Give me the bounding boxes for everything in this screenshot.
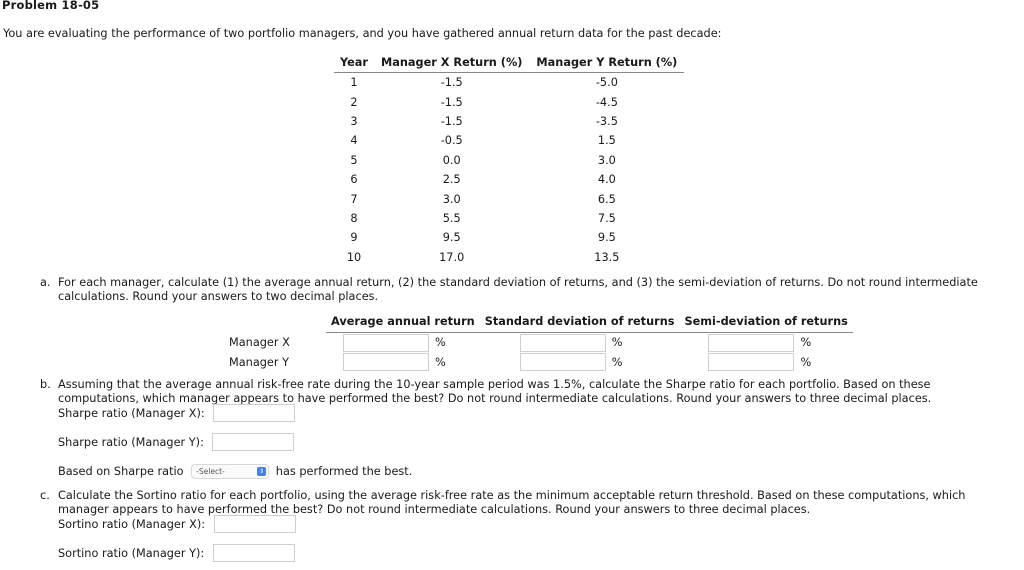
answers-table-a xyxy=(229,314,853,372)
manager-x-return-cell: 17.0 xyxy=(439,250,465,264)
sharpe-y-row xyxy=(58,433,294,451)
part-b-text: Assuming that the average annual risk-free rate during the 10-year sample period was 1.5%, calculate the Sharpe ratio for each portfolio. Based on these computations, which manager appears to have performed the best? Do not round intermediate calculations. Round your answers to three decimal places. xyxy=(58,378,932,405)
year-cell: 7 xyxy=(350,192,358,206)
percent-unit: % xyxy=(435,336,446,350)
part-c-text: Calculate the Sortino ratio for each portfolio, using the average risk-free rate as the minimum acceptable return threshold. Based on these computations, which manager appears to have performed the best? Do not round intermediate calculations. Round your answers to three decimal places. xyxy=(58,489,966,516)
table-row xyxy=(334,170,684,189)
manager-x-return-cell: 5.5 xyxy=(442,211,461,225)
row-label-manager-x: Manager X xyxy=(229,336,290,349)
table-row xyxy=(334,228,684,247)
table-row xyxy=(334,151,684,170)
manager-x-return-cell: -0.5 xyxy=(440,134,463,148)
sharpe-x-row xyxy=(58,404,295,422)
manager-x-return-cell: 3.0 xyxy=(442,192,461,206)
part-c-label: c. xyxy=(40,489,50,502)
sortino-y-row xyxy=(58,544,295,562)
best-manager-select[interactable] xyxy=(191,464,269,479)
part-a-label: a. xyxy=(40,276,51,289)
percent-unit: % xyxy=(800,336,812,350)
header-year: Year xyxy=(334,55,374,73)
manager-y-return-cell: 6.5 xyxy=(597,192,616,206)
std-dev-x-input[interactable] xyxy=(520,334,606,352)
semi-dev-x-input[interactable] xyxy=(708,334,794,352)
problem-title: Problem 18-05 xyxy=(2,0,100,12)
part-a-text: For each manager, calculate (1) the average annual return, (2) the standard deviation of returns, and (3) the semi-deviation of returns. Do not round intermediate calculations. Round your answers to two decimal places. xyxy=(58,276,978,303)
sortino-y-input[interactable] xyxy=(213,544,295,562)
manager-y-return-cell: 9.5 xyxy=(597,231,616,245)
manager-x-return-cell: 9.5 xyxy=(442,231,461,245)
sharpe-best-row xyxy=(58,464,412,479)
table-row xyxy=(334,209,684,228)
manager-y-return-cell: 7.5 xyxy=(597,211,616,225)
select-placeholder: -Select- xyxy=(196,467,225,476)
percent-unit: % xyxy=(611,336,623,350)
sharpe-x-label: Sharpe ratio (Manager X): xyxy=(58,406,205,420)
year-cell: 1 xyxy=(350,76,358,90)
sharpe-y-input[interactable] xyxy=(212,433,294,451)
year-cell: 9 xyxy=(350,231,358,245)
year-cell: 2 xyxy=(350,95,358,109)
year-cell: 3 xyxy=(350,114,358,128)
manager-y-return-cell: -4.5 xyxy=(595,95,618,109)
table-row xyxy=(334,73,684,93)
intro-text: You are evaluating the performance of two portfolio managers, and you have gathered annual return data for the past decade: xyxy=(3,27,722,40)
row-manager-y xyxy=(229,353,853,373)
table-row xyxy=(334,92,684,111)
sharpe-y-label: Sharpe ratio (Manager Y): xyxy=(58,435,204,449)
manager-x-return-cell: 2.5 xyxy=(442,173,461,187)
sortino-x-label: Sortino ratio (Manager X): xyxy=(58,517,206,531)
year-cell: 4 xyxy=(350,134,358,148)
sharpe-best-prefix: Based on Sharpe ratio xyxy=(58,465,184,478)
avg-return-y-input[interactable] xyxy=(343,353,429,371)
manager-x-return-cell: 0.0 xyxy=(442,153,461,167)
sortino-x-row xyxy=(58,515,296,533)
percent-unit: % xyxy=(435,355,446,369)
header-manager-y: Manager Y Return (%) xyxy=(529,55,684,73)
table-row xyxy=(334,112,684,131)
percent-unit: % xyxy=(611,355,623,369)
returns-table xyxy=(334,55,684,267)
chevron-updown-icon: ⇕ xyxy=(259,468,265,475)
manager-y-return-cell: 1.5 xyxy=(597,134,616,148)
header-std-dev: Standard deviation of returns xyxy=(480,314,680,333)
avg-return-x-input[interactable] xyxy=(343,334,429,352)
year-cell: 5 xyxy=(350,153,358,167)
sharpe-best-suffix: has performed the best. xyxy=(275,465,413,478)
year-cell: 8 xyxy=(350,211,358,225)
year-cell: 6 xyxy=(350,173,358,187)
table-row xyxy=(334,189,684,208)
manager-y-return-cell: 4.0 xyxy=(597,173,616,187)
header-average-return: Average annual return xyxy=(326,314,480,333)
table-row xyxy=(334,131,684,150)
sortino-x-input[interactable] xyxy=(214,515,296,533)
semi-dev-y-input[interactable] xyxy=(708,353,794,371)
returns-body xyxy=(334,73,684,267)
part-b-label: b. xyxy=(40,378,51,391)
sortino-y-label: Sortino ratio (Manager Y): xyxy=(58,546,205,560)
row-label-manager-y: Manager Y xyxy=(229,355,290,369)
manager-x-return-cell: -1.5 xyxy=(440,95,463,109)
percent-unit: % xyxy=(800,355,812,369)
manager-y-return-cell: 3.0 xyxy=(597,153,616,167)
manager-x-return-cell: -1.5 xyxy=(440,114,463,128)
sharpe-x-input[interactable] xyxy=(213,404,295,422)
manager-y-return-cell: -3.5 xyxy=(595,114,618,128)
table-row xyxy=(334,248,684,267)
row-manager-x xyxy=(229,333,853,353)
year-cell: 10 xyxy=(346,250,362,264)
manager-x-return-cell: -1.5 xyxy=(440,76,463,90)
header-semi-dev: Semi-deviation of returns xyxy=(679,314,852,333)
header-manager-x: Manager X Return (%) xyxy=(374,55,529,73)
std-dev-y-input[interactable] xyxy=(520,353,606,371)
manager-y-return-cell: -5.0 xyxy=(595,76,618,90)
manager-y-return-cell: 13.5 xyxy=(594,250,620,264)
